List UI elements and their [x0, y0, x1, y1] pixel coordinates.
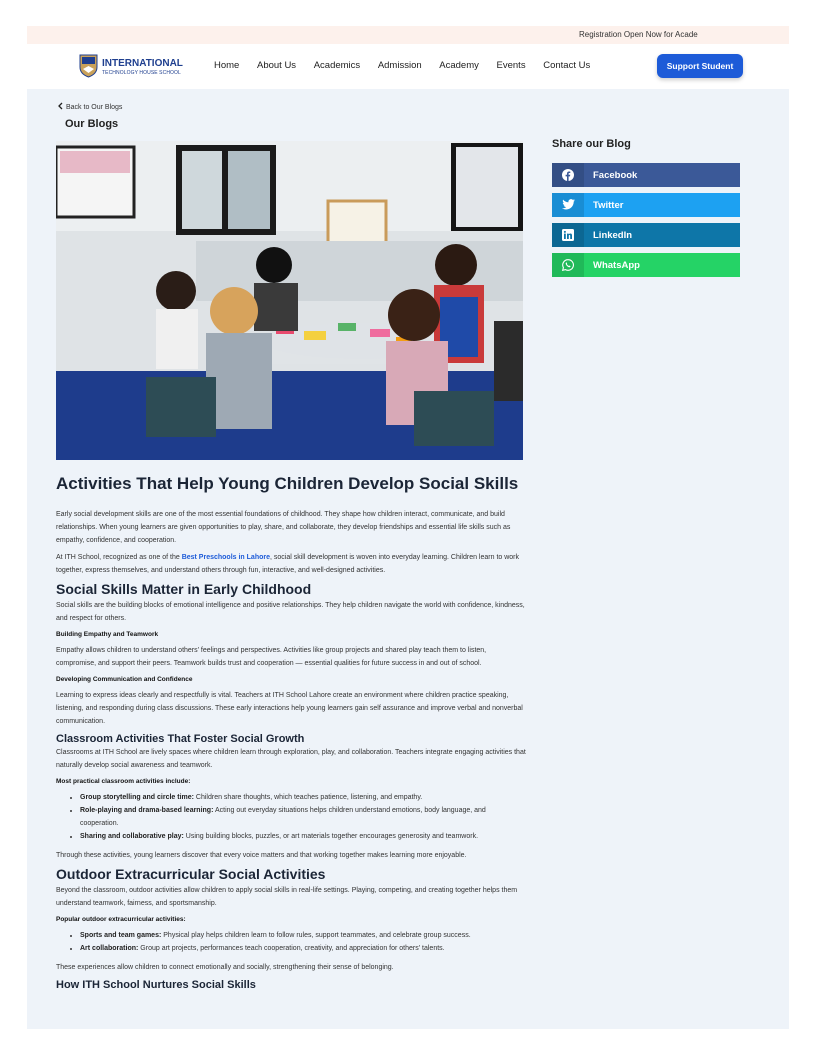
list-item-bold: Art collaboration:	[80, 945, 139, 952]
support-student-button[interactable]: Support Student	[657, 54, 743, 78]
section-heading-ith-nurtures: How ITH School Nurtures Social Skills	[56, 979, 256, 991]
linkedin-label: LinkedIn	[593, 230, 633, 241]
list-title-classroom: Most practical classroom activities include:	[56, 778, 191, 785]
best-preschools-link[interactable]: Best Preschools in Lahore	[181, 554, 270, 561]
nav-events[interactable]: Events	[496, 60, 526, 71]
list-item-bold: Sports and team games:	[80, 932, 162, 939]
list-item-bold: Role-playing and drama-based learning:	[80, 807, 214, 814]
list-title-outdoor: Popular outdoor extracurricular activities:	[56, 916, 186, 923]
list-item	[80, 942, 526, 955]
intro2-post: , social skill development is woven into everyday learning. Children learn to work together, express themselves, and understand others through fun, interactive, and well-designed activities.	[56, 554, 520, 574]
chevron-left-icon	[57, 102, 63, 110]
subheading-communication: Developing Communication and Confidence	[56, 676, 193, 683]
nav-about-us[interactable]: About Us	[256, 60, 297, 71]
share-twitter-button[interactable]	[552, 193, 740, 217]
intro-paragraph-2	[56, 551, 526, 577]
list-item-text: Using building blocks, puzzles, or art materials together encourages generosity and teamwork.	[183, 833, 479, 840]
section-paragraph: Beyond the classroom, outdoor activities allow children to apply social skills in real-life settings. Playing, competing, and creating together helps them understand teamwork, fairness, and sportsmanship.	[56, 887, 518, 907]
list-item-text: Acting out everyday situations helps children understand emotions, body language, and cooperation.	[80, 807, 486, 827]
list-item	[80, 929, 526, 942]
intro2-pre: At ITH School, recognized as one of the	[56, 554, 182, 561]
page-title: Our Blogs	[65, 118, 119, 130]
section-paragraph: These experiences allow children to connect emotionally and socially, strengthening their sense of belonging.	[56, 964, 394, 971]
facebook-icon-wrap	[552, 163, 584, 187]
outdoor-activities-list	[56, 929, 526, 955]
hero-classroom-image	[56, 141, 523, 460]
section-heading-outdoor: Outdoor Extracurricular Social Activities	[56, 866, 326, 882]
section-heading-classroom: Classroom Activities That Foster Social Growth	[56, 733, 305, 745]
twitter-icon-wrap	[552, 193, 584, 217]
subheading-empathy: Building Empathy and Teamwork	[56, 631, 159, 638]
shield-logo-icon	[79, 54, 98, 78]
twitter-label: Twitter	[593, 200, 624, 211]
linkedin-icon-wrap	[552, 223, 584, 247]
share-whatsapp-button[interactable]	[552, 253, 740, 277]
section-paragraph: Empathy allows children to understand others' feelings and perspectives. Activities like group projects and shared play teach them to listen, compromise, and support their peers. Teamwork builds trust and cooperation — essential qualities for future success in and out of school.	[56, 647, 487, 667]
whatsapp-label: WhatsApp	[593, 260, 640, 271]
school-logo[interactable]	[79, 54, 189, 80]
list-item-text: Physical play helps children learn to follow rules, support teammates, and celebrate group success.	[161, 932, 471, 939]
nav-academy[interactable]: Academy	[439, 60, 479, 71]
back-link-label: Back to Our Blogs	[66, 104, 123, 111]
share-linkedin-button[interactable]	[552, 223, 740, 247]
nav-contact-us[interactable]: Contact Us	[543, 60, 591, 71]
section-paragraph: Social skills are the building blocks of emotional intelligence and positive relationships. They help children navigate the world with confidence, kindness, and respect for others.	[56, 602, 525, 622]
announcement-bar	[27, 26, 789, 44]
whatsapp-icon	[562, 259, 574, 271]
main-nav	[214, 60, 605, 71]
section-paragraph: Through these activities, young learners discover that every voice matters and that working together makes learning more enjoyable.	[56, 852, 467, 859]
section-heading-social-skills: Social Skills Matter in Early Childhood	[56, 581, 312, 597]
nav-home[interactable]: Home	[214, 60, 240, 71]
share-blog-title: Share our Blog	[552, 138, 631, 150]
classroom-activities-list	[56, 791, 526, 843]
section-paragraph: Learning to express ideas clearly and respectfully is vital. Teachers at ITH School Lahore create an environment where children practice speaking, listening, and responding during class discussions. These early interactions help young learners gain self assurance and improve verbal and nonverbal communication.	[56, 692, 523, 725]
article-title: Activities That Help Young Children Develop Social Skills	[56, 474, 519, 493]
list-item-text: Group art projects, performances teach cooperation, creativity, and appreciation for others' talents.	[138, 945, 445, 952]
twitter-icon	[562, 199, 575, 210]
logo-title: INTERNATIONAL	[102, 58, 183, 69]
list-item-bold: Group storytelling and circle time:	[80, 794, 194, 801]
list-item-bold: Sharing and collaborative play:	[80, 833, 184, 840]
list-item-text: Children share thoughts, which teaches patience, listening, and empathy.	[193, 794, 423, 801]
facebook-label: Facebook	[593, 170, 638, 181]
list-item	[80, 830, 526, 843]
intro-paragraph-1: Early social development skills are one of the most essential foundations of childhood. They shape how children interact, communicate, and build relationships. When young learners are given opportunities to play, share, and collaborate, they develop friendships and essential life skills such as empathy, confidence, and cooperation.	[56, 511, 511, 544]
nav-admission[interactable]: Admission	[377, 60, 422, 71]
whatsapp-icon-wrap	[552, 253, 584, 277]
article-body	[56, 474, 526, 992]
back-to-blogs-link[interactable]	[57, 102, 122, 111]
site-header	[27, 44, 789, 89]
linkedin-icon	[562, 229, 574, 241]
logo-subtitle: TECHNOLOGY HOUSE SCHOOL	[102, 70, 181, 76]
list-item	[80, 804, 526, 830]
facebook-icon	[562, 169, 574, 181]
announcement-text: Registration Open Now for Acade	[579, 30, 698, 39]
blog-content-area	[27, 89, 789, 1029]
section-paragraph: Classrooms at ITH School are lively spaces where children learn through exploration, play, and collaboration. Teachers integrate engaging activities that naturally develop social awareness and teamwork.	[56, 749, 526, 769]
list-item	[80, 791, 526, 804]
nav-academics[interactable]: Academics	[313, 60, 361, 71]
share-facebook-button[interactable]	[552, 163, 740, 187]
